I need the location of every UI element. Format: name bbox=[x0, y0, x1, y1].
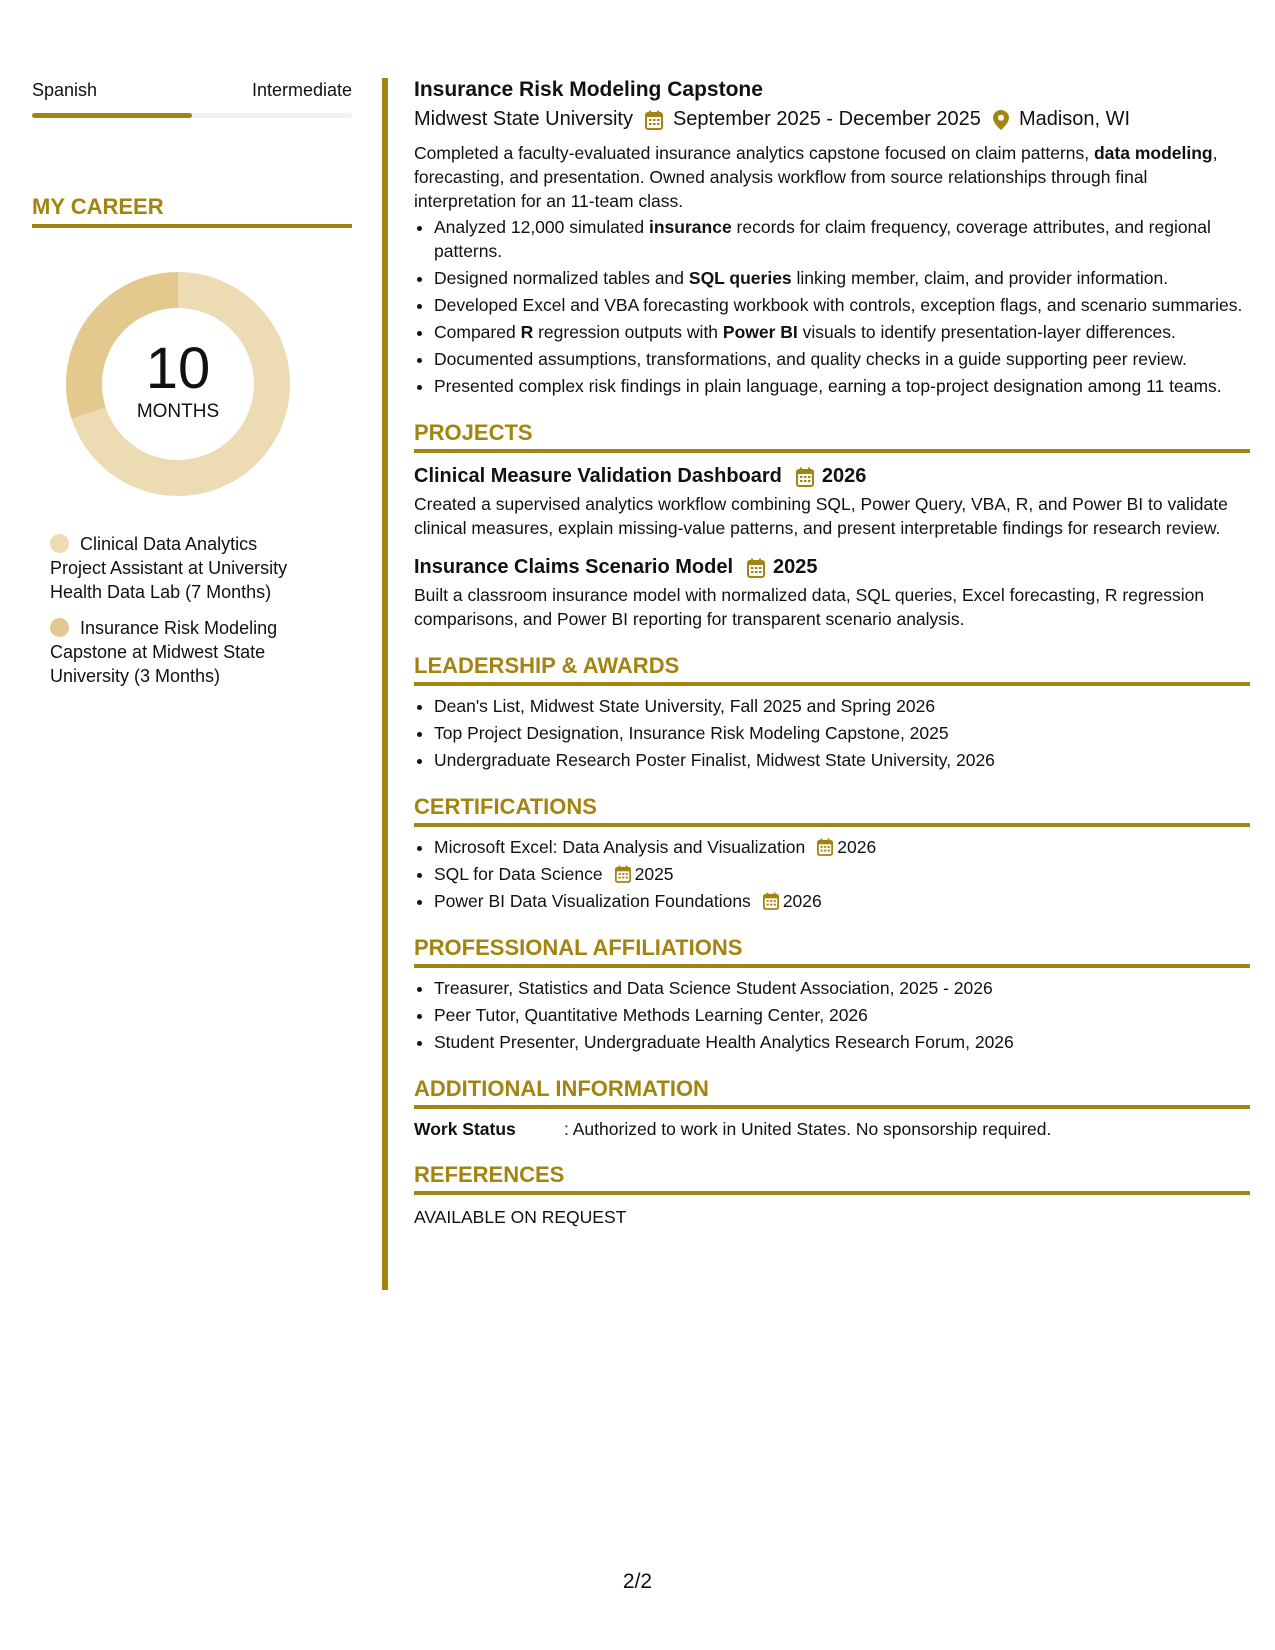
bold-text: R bbox=[520, 322, 534, 342]
experience-bullet bbox=[434, 347, 1250, 371]
text-segment: Developed Excel and VBA forecasting workbook with controls, exception flags, and scenario summaries. bbox=[434, 295, 1243, 315]
column-divider bbox=[382, 78, 388, 1290]
text-segment: , forecasting, and presentation. Owned analysis workflow from source relationships through final interpretation for an 11-team class. bbox=[414, 143, 1218, 211]
affiliation-item: • Treasurer, Statistics and Data Science Student Association, 2025 - 2026 bbox=[434, 976, 1250, 1000]
certification-item bbox=[434, 862, 1250, 886]
text-segment: visuals to identify presentation-layer differences. bbox=[797, 322, 1176, 342]
certification-item bbox=[434, 889, 1250, 913]
experience-summary bbox=[414, 141, 1250, 213]
donut-center-label bbox=[66, 272, 290, 496]
project-description: Created a supervised analytics workflow combining SQL, Power Query, VBA, R, and Power BI to validate clinical measures, explain missing-value patterns, and present interpretable findings for research review. bbox=[414, 494, 1228, 538]
project-title: Insurance Claims Scenario Model bbox=[414, 556, 733, 578]
career-legend-label: Insurance Risk Modeling Capstone at Midwest State University (3 Months) bbox=[50, 618, 278, 686]
affiliations-heading: PROFESSIONAL AFFILIATIONS bbox=[414, 935, 1250, 968]
text-segment: regression outputs with bbox=[533, 322, 723, 342]
text-segment: Designed normalized tables and bbox=[434, 268, 689, 288]
donut-total-number: 10 bbox=[145, 336, 211, 401]
experience-bullet bbox=[434, 374, 1250, 398]
language-row bbox=[32, 80, 352, 101]
text-segment: Presented complex risk findings in plain language, earning a top-project designation among 11 teams. bbox=[434, 376, 1222, 396]
language-name: Spanish bbox=[32, 80, 98, 100]
experience-title: Insurance Risk Modeling Capstone bbox=[414, 78, 763, 101]
text-segment: Completed a faculty-evaluated insurance analytics capstone focused on claim patterns, bbox=[414, 143, 1094, 163]
certifications-list bbox=[414, 835, 1250, 913]
leadership-list bbox=[414, 694, 1250, 772]
text-segment: linking member, claim, and provider information. bbox=[791, 268, 1169, 288]
map-pin-icon bbox=[993, 110, 1009, 130]
certification-name: • Power BI Data Visualization Foundations bbox=[434, 891, 751, 911]
calendar-icon bbox=[645, 110, 663, 130]
work-status-label: Work Status bbox=[414, 1119, 516, 1139]
text-segment: Compared bbox=[434, 322, 521, 342]
calendar-icon bbox=[763, 892, 779, 910]
work-status-value: : Authorized to work in United States. No sponsorship required. bbox=[564, 1119, 1052, 1139]
certifications-heading: CERTIFICATIONS bbox=[414, 794, 1250, 827]
affiliation-item: • Student Presenter, Undergraduate Health Analytics Research Forum, 2026 bbox=[434, 1030, 1250, 1054]
text-segment: records for claim frequency, coverage attributes, and regional patterns. bbox=[434, 217, 1211, 261]
bold-text: insurance bbox=[649, 217, 732, 237]
work-status-row bbox=[414, 1119, 1250, 1140]
project-year: 2026 bbox=[821, 465, 867, 487]
page-number: 2/2 bbox=[622, 1570, 653, 1593]
certification-item bbox=[434, 835, 1250, 859]
certification-name: • SQL for Data Science bbox=[434, 864, 603, 884]
text-segment: Analyzed 12,000 simulated bbox=[434, 217, 649, 237]
additional-info-heading: ADDITIONAL INFORMATION bbox=[414, 1076, 1250, 1109]
experience-location: Madison, WI bbox=[1018, 108, 1131, 130]
project-description: Built a classroom insurance model with normalized data, SQL queries, Excel forecasting, R regression comparisons, and Power BI reporting for transparent scenario analysis. bbox=[414, 585, 1205, 629]
calendar-icon bbox=[615, 865, 631, 883]
language-proficiency-bar bbox=[32, 113, 352, 118]
project-item bbox=[414, 465, 1250, 540]
calendar-icon bbox=[796, 467, 814, 487]
right-column bbox=[414, 78, 1250, 1228]
experience-bullet bbox=[434, 215, 1250, 263]
left-column bbox=[32, 80, 352, 700]
calendar-icon bbox=[747, 558, 765, 578]
certification-year: 2025 bbox=[634, 864, 674, 884]
references-text: AVAILABLE ON REQUEST bbox=[414, 1207, 627, 1227]
affiliation-item: • Peer Tutor, Quantitative Methods Learning Center, 2026 bbox=[434, 1003, 1250, 1027]
affiliations-list bbox=[414, 976, 1250, 1054]
certification-year: 2026 bbox=[782, 891, 822, 911]
legend-dot-icon bbox=[50, 534, 69, 553]
experience-meta bbox=[414, 108, 1250, 131]
donut-total-unit: MONTHS bbox=[136, 401, 220, 422]
experience-bullets bbox=[414, 215, 1250, 398]
projects-heading: PROJECTS bbox=[414, 420, 1250, 453]
career-legend-item bbox=[50, 616, 310, 688]
career-legend-label: Clinical Data Analytics Project Assistant at University Health Data Lab (7 Months) bbox=[50, 534, 288, 602]
leadership-item: • Dean's List, Midwest State University, Fall 2025 and Spring 2026 bbox=[434, 694, 1250, 718]
project-title-row bbox=[414, 465, 1250, 488]
project-year: 2025 bbox=[773, 556, 818, 578]
leadership-item: • Undergraduate Research Poster Finalist, Midwest State University, 2026 bbox=[434, 748, 1250, 772]
experience-organization: Midwest State University bbox=[414, 108, 633, 130]
project-title: Clinical Measure Validation Dashboard bbox=[414, 465, 782, 487]
text-segment: Documented assumptions, transformations, and quality checks in a guide supporting peer review. bbox=[434, 349, 1187, 369]
experience-bullet bbox=[434, 293, 1250, 317]
certification-year: 2026 bbox=[837, 837, 877, 857]
career-legend bbox=[50, 532, 310, 688]
experience-bullet bbox=[434, 266, 1250, 290]
language-level: Intermediate bbox=[251, 80, 352, 100]
experience-bullet bbox=[434, 320, 1250, 344]
bold-text: SQL queries bbox=[688, 268, 792, 288]
certification-name: • Microsoft Excel: Data Analysis and Visualization bbox=[434, 837, 806, 857]
language-proficiency-fill bbox=[32, 113, 192, 118]
project-title-row bbox=[414, 556, 1250, 579]
calendar-icon bbox=[817, 838, 833, 856]
career-heading: MY CAREER bbox=[32, 194, 352, 228]
experience-dates: September 2025 - December 2025 bbox=[672, 108, 981, 130]
career-legend-item bbox=[50, 532, 310, 604]
legend-dot-icon bbox=[50, 618, 69, 637]
project-item bbox=[414, 556, 1250, 631]
references-heading: REFERENCES bbox=[414, 1162, 1250, 1195]
leadership-heading: LEADERSHIP & AWARDS bbox=[414, 653, 1250, 686]
bold-text: Power BI bbox=[722, 322, 798, 342]
bold-text: data modeling bbox=[1093, 143, 1213, 163]
career-donut-chart bbox=[66, 272, 290, 496]
leadership-item: • Top Project Designation, Insurance Risk Modeling Capstone, 2025 bbox=[434, 721, 1250, 745]
